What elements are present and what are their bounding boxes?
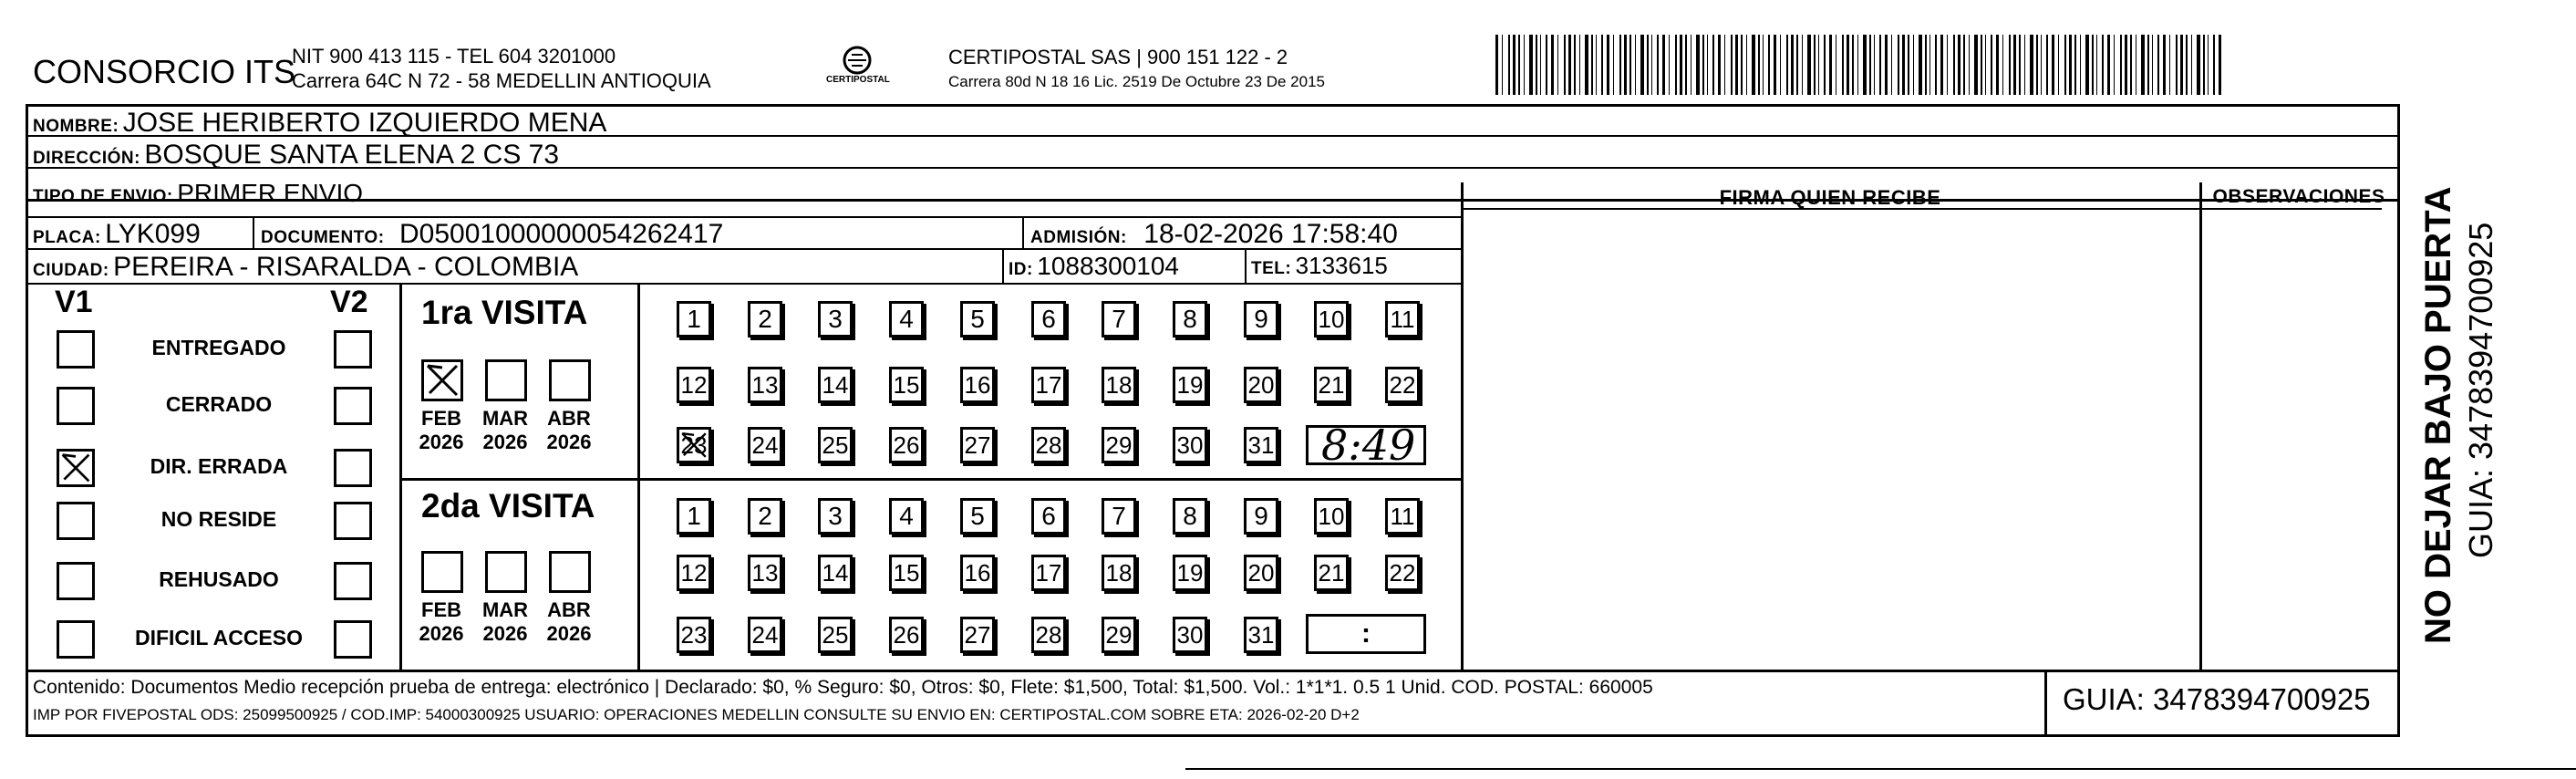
barcode-bar [1746,35,1747,95]
second-visit-day-box[interactable]: 18 [1102,555,1136,591]
status-option-label: DIR. ERRADA [150,454,288,478]
v1-header: V1 [55,285,93,319]
second-visit-month-label [542,598,596,646]
barcode-bar [2009,35,2011,95]
footer-print-info: IMP POR FIVEPOSTAL ODS: 25099500925 / COD.IMP: 54000300925 USUARIO: OPERACIONES MEDELLIN CONSULTE SU ENVIO EN: CERTIPOSTAL.COM SOBRE ETA: 2026-02-20 D+2 [33,706,1360,723]
month-year: 2026 [546,431,592,453]
second-visit-day-box[interactable]: 3 [818,498,853,535]
barcode-bar [1786,35,1788,95]
documento-row [261,219,723,250]
barcode-bar [1585,35,1588,95]
barcode-bar [2197,35,2200,95]
barcode-bar [1913,35,1914,95]
first-visit-day-box[interactable]: 21 [1314,367,1349,403]
barcode-bar [2186,35,2188,95]
barcode-bar [1724,35,1725,95]
month-name: FEB [421,407,461,430]
placa-label: PLACA: [33,228,101,247]
first-visit-day-box[interactable]: 20 [1244,367,1278,403]
barcode-bar [1958,35,1960,95]
direccion-value: BOSQUE SANTA ELENA 2 CS 73 [144,140,560,170]
placa-value: LYK099 [105,219,201,249]
placa-row [33,219,201,250]
tipo-label: TIPO DE ENVIO: [33,187,173,206]
tipo-value: PRIMER ENVIO [177,179,364,207]
second-visit-day-box[interactable]: 14 [818,555,853,591]
footer-guia: GUIA: 3478394700925 [2063,682,2371,716]
barcode-bar [1619,35,1621,95]
barcode-bar [1731,35,1733,95]
first-visit-day-box[interactable]: 9 [1244,301,1278,338]
first-visit-day-box[interactable]: 26 [889,427,924,463]
v1-checkbox[interactable] [57,562,95,600]
second-visit-day-box[interactable]: 25 [818,617,853,653]
first-visit-month-checkbox[interactable] [485,359,527,401]
v2-checkbox[interactable] [334,620,372,659]
direccion-label: DIRECCIÓN: [33,149,140,168]
id-value: 1088300104 [1037,252,1180,280]
first-visit-day-box[interactable]: 24 [748,427,782,463]
barcode-bar [1568,35,1571,95]
barcode-bar [1953,35,1955,95]
firma-header: FIRMA QUIEN RECIBE [1719,186,1941,209]
barcode-bar [2052,35,2054,95]
second-visit-day-box[interactable]: 12 [677,555,711,591]
barcode-bar [1596,35,1597,95]
barcode-bar [1940,35,1943,95]
barcode-bar [1551,35,1554,95]
barcode-bar [2064,35,2066,95]
second-visit-day-box[interactable]: 29 [1102,617,1136,653]
first-visit-day-box[interactable]: 8 [1173,301,1207,338]
certipostal-logo-icon [830,40,885,95]
barcode-bar [2024,35,2025,95]
barcode-bar [2147,35,2149,95]
barcode-bar [1908,35,1909,95]
documento-label: DOCUMENTO: [261,228,385,247]
barcode-bar [2107,35,2110,95]
barcode-bar [1712,35,1714,95]
first-visit-day-box[interactable]: 17 [1031,367,1066,403]
barcode-bar [2069,35,2072,95]
v1-checkbox[interactable] [57,387,95,425]
barcode-bar [1963,35,1965,95]
second-visit-day-box[interactable]: 23 [677,617,711,653]
barcode-bar [1925,35,1927,95]
barcode-bar [2002,35,2003,95]
barcode-bar [2130,35,2132,95]
v2-checkbox[interactable] [334,330,372,369]
second-visit-day-box[interactable]: 30 [1173,617,1207,653]
logo-text: CERTIPOSTAL [826,75,890,85]
barcode-bar [1969,35,1970,95]
first-visit-day-box[interactable]: 3 [818,301,853,338]
second-visit-day-box[interactable]: 4 [889,498,924,535]
v2-checkbox[interactable] [334,562,372,600]
barcode-bar [1802,35,1803,95]
first-visit-day-box[interactable]: 12 [677,367,711,403]
barcode-bar [2203,35,2205,95]
barcode-bar [2092,35,2094,95]
barcode-bar [2157,35,2159,95]
v1-check-mark [59,452,92,484]
barcode-bar [1513,35,1516,95]
second-visit-day-box[interactable]: 24 [748,617,782,653]
company-contact [292,44,711,93]
second-visit-time: : [1361,618,1371,649]
barcode-bar [2213,35,2215,95]
barcode-bar [1579,35,1580,95]
tel-label: TEL: [1251,259,1292,278]
barcode-bar [2169,35,2170,95]
barcode-bar [1635,35,1636,95]
first-visit-day-box[interactable]: 7 [1102,301,1136,338]
barcode-bar [1707,35,1708,95]
status-option-label: DIFICIL ACCESO [134,626,303,649]
barcode-bar [1536,35,1537,95]
barcode-bar [1557,35,1558,95]
first-visit-month-label [542,407,596,454]
second-visit-day-box[interactable]: 16 [960,555,995,591]
footer-content: Contenido: Documentos Medio recepción prueba de entrega: electrónico | Declarado: $0, % Seguro: $0, Otros: $0, Flete: $1,500, Total: $1,500. Vol.: 1*1*1. 0.5 1 Unid. COD. POSTAL: 660005 [33,677,1653,698]
barcode-bar [1863,35,1867,95]
admision-value: 18-02-2026 17:58:40 [1143,219,1398,249]
barcode-bar [2102,35,2104,95]
barcode-bar [1985,35,1986,95]
second-visit-day-box[interactable]: 6 [1031,498,1066,535]
first-visit-day-box[interactable]: 22 [1385,367,1420,403]
ciudad-value: PEREIRA - RISARALDA - COLOMBIA [113,252,579,282]
barcode-bar [2058,35,2059,95]
barcode-bar [1796,35,1798,95]
v1-checkbox[interactable] [57,330,95,369]
barcode-bar [1502,35,1503,95]
second-visit-day-box[interactable]: 19 [1173,555,1207,591]
barcode-bar [1718,35,1721,95]
second-visit-month-checkbox[interactable] [421,551,463,593]
first-visit-month-checkbox[interactable] [549,359,591,401]
barcode-bar [1780,35,1781,95]
barcode-bar [2120,35,2122,95]
barcode-bar [1546,35,1547,95]
barcode-bar [1874,35,1875,95]
status-option-label: NO RESIDE [160,507,277,531]
barcode-bar [2080,35,2081,95]
second-visit-month-label [414,598,469,646]
nombre-row [33,108,606,139]
barcode-bar [1741,35,1743,95]
barcode-bar [2074,35,2076,95]
second-visit-month-label [478,598,533,646]
second-visit-day-box[interactable]: 5 [960,498,995,535]
company-address: Carrera 64C N 72 - 58 MEDELLIN ANTIOQUIA [292,69,711,92]
barcode-bar [1752,35,1755,95]
certipostal-line: CERTIPOSTAL SAS | 900 151 122 - 2 [948,46,1288,68]
barcode-bar [2141,35,2145,95]
second-visit-day-box[interactable]: 26 [889,617,924,653]
barcode-bar [1680,35,1682,95]
barcode-bar [1647,35,1649,95]
barcode-bar [1640,35,1644,95]
barcode-bar [2152,35,2153,95]
barcode-bar [2219,35,2221,95]
barcode-bar [1675,35,1677,95]
status-option-label: REHUSADO [159,567,279,591]
barcode-bar [1669,35,1670,95]
barcode-bar [1624,35,1627,95]
first-visit-month-checkbox[interactable] [421,359,463,401]
first-visit-day-box[interactable]: 28 [1031,427,1066,463]
second-visit-day-box[interactable]: 2 [748,498,782,535]
second-visit-day-box[interactable]: 10 [1314,498,1349,535]
second-visit-day-box[interactable]: 8 [1173,498,1207,535]
barcode-bar [1529,35,1533,95]
v2-checkbox[interactable] [334,449,372,487]
barcode-bar [1857,35,1858,95]
admision-label: ADMISIÓN: [1030,228,1127,247]
first-visit-day-box[interactable]: 10 [1314,301,1349,338]
barcode-bar [1814,35,1816,95]
barcode-bar [2085,35,2089,95]
v1-checkbox[interactable] [57,449,95,487]
barcode-bar [1842,35,1844,95]
ciudad-row [33,252,578,283]
nombre-value: JOSE HERIBERTO IZQUIERDO MENA [122,108,607,138]
month-name: ABR [547,598,591,621]
barcode-bar [2176,35,2178,95]
barcode-bar [1768,35,1770,95]
first-visit-day-check-mark [679,430,709,461]
barcode-bar [1607,35,1609,95]
barcode-bar [1891,35,1892,95]
nit-line: NIT 900 413 115 - TEL 604 3201000 [292,45,616,68]
tel-row [1251,252,1388,280]
barcode-bar [1629,35,1631,95]
v1-checkbox[interactable] [57,620,95,659]
barcode-bar [1929,35,1930,95]
second-visit-month-checkbox[interactable] [485,551,527,593]
id-row [1009,252,1179,281]
barcode-bar [1758,35,1760,95]
barcode-bar [1774,35,1776,95]
barcode-bar [1574,35,1576,95]
second-visit-day-box[interactable]: 17 [1031,555,1066,591]
barcode [1495,35,2225,95]
month-name: ABR [547,407,591,430]
barcode-bar [2030,35,2033,95]
barcode-bar [2208,35,2209,95]
side-guia: GUIA: 3478394700925 [2462,222,2499,558]
first-visit-month-label [478,407,533,454]
first-visit-time: 8:49 [1321,421,1416,470]
first-visit-day-box[interactable]: 15 [889,367,924,403]
first-visit-day-box[interactable]: 30 [1173,427,1207,463]
second-visit-month-checkbox[interactable] [549,551,591,593]
barcode-bar [1518,35,1520,95]
first-visit-title: 1ra VISITA [421,294,588,331]
second-visit-day-box[interactable]: 21 [1314,555,1349,591]
status-option-label: CERRADO [165,392,273,416]
second-visit-day-box[interactable]: 11 [1385,498,1420,535]
month-year: 2026 [482,431,528,453]
month-name: MAR [481,407,529,430]
barcode-bar [1524,35,1525,95]
barcode-bar [1919,35,1922,95]
first-visit-day-box[interactable]: 13 [748,367,782,403]
first-visit-day-box[interactable]: 16 [960,367,995,403]
v1-checkbox[interactable] [57,502,95,540]
direccion-row [33,140,559,171]
first-visit-day-box[interactable]: 14 [818,367,853,403]
barcode-bar [2036,35,2038,95]
barcode-bar [1947,35,1948,95]
barcode-bar [1974,35,1978,95]
first-visit-day-box[interactable]: 1 [677,301,711,338]
barcode-bar [1508,35,1510,95]
barcode-bar [1852,35,1854,95]
second-visit-day-box[interactable]: 13 [748,555,782,591]
barcode-bar [1879,35,1881,95]
barcode-bar [2046,35,2048,95]
first-visit-day-box[interactable]: 31 [1244,427,1278,463]
second-visit-day-box[interactable]: 20 [1244,555,1278,591]
barcode-bar [1847,35,1849,95]
barcode-bar [1829,35,1832,95]
barcode-bar [1763,35,1764,95]
v2-header: V2 [330,285,368,319]
barcode-bar [2125,35,2127,95]
barcode-bar [1495,35,1498,95]
second-visit-day-box[interactable]: 28 [1031,617,1066,653]
barcode-bar [1935,35,1937,95]
second-visit-day-box[interactable]: 1 [677,498,711,535]
barcode-bar [1702,35,1704,95]
v2-checkbox[interactable] [334,502,372,540]
first-visit-day-box[interactable]: 5 [960,301,995,338]
tel-value: 3133615 [1295,252,1388,279]
nombre-label: NOMBRE: [33,117,119,136]
second-visit-title: 2da VISITA [421,487,595,525]
first-visit-day-box[interactable]: 11 [1385,301,1420,338]
first-visit-time-box[interactable] [1306,421,1426,470]
barcode-bar [1981,35,1982,95]
barcode-bar [1696,35,1700,95]
second-visit-day-box[interactable]: 22 [1385,555,1420,591]
barcode-bar [2096,35,2097,95]
barcode-bar [1601,35,1603,95]
barcode-bar [1591,35,1593,95]
barcode-bar [2163,35,2166,95]
month-year: 2026 [419,622,464,645]
barcode-bar [1735,35,1738,95]
barcode-bar [1898,35,1899,95]
observaciones-header: OBSERVACIONES [2212,186,2385,207]
second-visit-day-box[interactable]: 9 [1244,498,1278,535]
first-visit-month-check-mark [424,362,460,399]
first-visit-day-box[interactable]: 2 [748,301,782,338]
barcode-bar [1564,35,1566,95]
barcode-bar [1662,35,1665,95]
barcode-bar [1540,35,1541,95]
barcode-bar [1902,35,1905,95]
certipostal-address: Carrera 80d N 18 16 Lic. 2519 De Octubre 23 De 2015 [948,73,1325,90]
second-visit-day-box[interactable]: 31 [1244,617,1278,653]
first-visit-day-box[interactable]: 29 [1102,427,1136,463]
status-option-label: ENTREGADO [151,336,286,359]
tipo-row [33,179,363,208]
barcode-bar [1613,35,1614,95]
month-name: FEB [421,598,461,621]
second-visit-day-box[interactable]: 27 [960,617,995,653]
month-name: MAR [481,598,529,621]
barcode-bar [2191,35,2192,95]
second-visit-time-box[interactable] [1306,614,1426,654]
barcode-bar [1651,35,1652,95]
first-visit-day-box[interactable]: 27 [960,427,995,463]
barcode-bar [1996,35,1999,95]
ciudad-label: CIUDAD: [33,261,109,280]
barcode-bar [1869,35,1871,95]
barcode-bar [1685,35,1687,95]
barcode-bar [1791,35,1794,95]
barcode-bar [2019,35,2021,95]
barcode-bar [1885,35,1888,95]
v2-checkbox[interactable] [334,387,372,425]
second-visit-day-box[interactable]: 7 [1102,498,1136,535]
month-year: 2026 [419,431,464,453]
admision-row [1030,219,1398,250]
barcode-bar [1807,35,1811,95]
barcode-bar [1991,35,1992,95]
second-visit-day-box[interactable]: 15 [889,555,924,591]
barcode-bar [2180,35,2183,95]
month-year: 2026 [546,622,592,645]
barcode-bar [1818,35,1819,95]
first-visit-day-box[interactable]: 19 [1173,367,1207,403]
barcode-bar [2041,35,2042,95]
first-visit-day-box[interactable]: 23 [677,427,711,463]
company-name: CONSORCIO ITS [33,53,296,90]
first-visit-day-box[interactable]: 6 [1031,301,1066,338]
first-visit-day-box[interactable]: 4 [889,301,924,338]
side-notice: NO DEJAR BAJO PUERTA [2418,186,2458,644]
barcode-bar [1824,35,1826,95]
id-label: ID: [1009,260,1033,279]
barcode-bar [1657,35,1659,95]
documento-value: D05001000000054262417 [399,219,724,249]
first-visit-day-box[interactable]: 25 [818,427,853,463]
first-visit-day-box[interactable]: 18 [1102,367,1136,403]
month-year: 2026 [482,622,528,645]
barcode-bar [2013,35,2016,95]
first-visit-month-label [414,407,469,454]
barcode-bar [2114,35,2115,95]
